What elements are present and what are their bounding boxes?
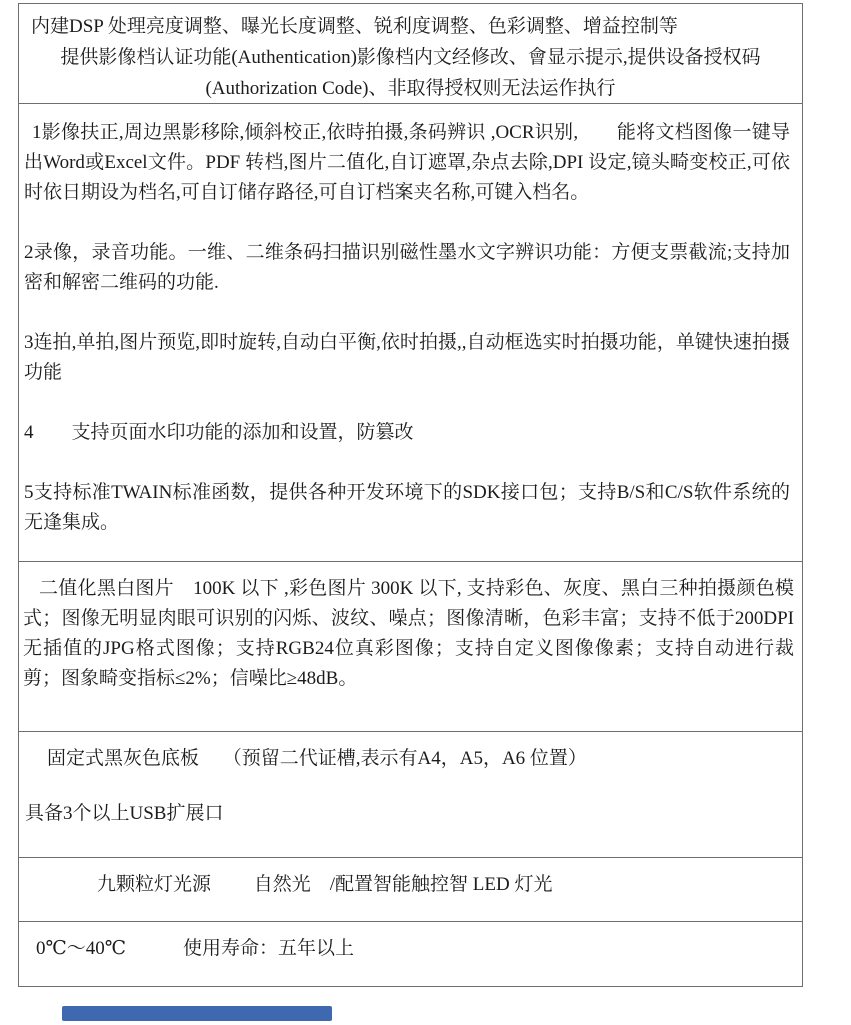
text-line: 内建DSP 处理亮度调整、曝光长度调整、锐利度调整、色彩调整、增益控制等: [31, 16, 678, 37]
row-image-quality: [19, 562, 802, 732]
text-line: 0℃～40℃ 使用寿命：五年以上: [36, 938, 355, 959]
spec-table: [18, 3, 803, 987]
row-software-features: [19, 104, 802, 562]
feature-paragraph: 5支持标准TWAIN标准函数，提供各种开发环境下的SDK接口包；支持B/S和C/S软件系统的无逢集成。: [24, 482, 790, 533]
feature-paragraph: 1影像扶正,周边黑影移除,倾斜校正,依時拍摄,条码辨识 ,OCR识别, 能将文档图像一键导出Word或Excel文件。PDF 转档,图片二值化,自订遮罩,杂点去除,DPI 设定,镜头畸变校正,可依时依日期设为档名,可自订储存路径,可自订档案夹名称,可键入档名。: [24, 122, 790, 203]
feature-paragraph: 2录像，录音功能。一维、二维条码扫描识别磁性墨水文字辨识功能：方便支票截流;支持加密和解密二维码的功能.: [24, 242, 790, 293]
text-line: 提供影像档认证功能(Authentication)影像档内文经修改、會显示提示,提供设备授权码: [60, 47, 761, 68]
row-light-source: [19, 858, 802, 922]
feature-paragraph: 4 支持页面水印功能的添加和设置，防篡改: [24, 422, 414, 443]
text-line: (Authorization Code)、非取得授权则无法运作执行: [205, 78, 616, 99]
feature-paragraph: 3连拍,单拍,图片预览,即时旋转,自动白平衡,依时拍摄,,自动框选实时拍摄功能，单键快速拍摄功能: [24, 332, 790, 383]
image-quality-text: 二值化黑白图片 100K 以下 ,彩色图片 300K 以下, 支持彩色、灰度、黑白三种拍摄颜色模式；图像无明显肉眼可识别的闪烁、波纹、噪点；图像清晰，色彩丰富；支持不低于200DPI无插值的JPG格式图像；支持RGB24位真彩图像；支持自定义图像像素；支持自动进行裁剪；图象畸变指标≤2%；信噪比≥48dB。: [23, 578, 794, 689]
row-operating-conditions: [19, 922, 802, 986]
horizontal-scrollbar-thumb[interactable]: [62, 1006, 332, 1021]
row-backboard-usb: [19, 732, 802, 858]
text-line: 具备3个以上USB扩展口: [25, 803, 224, 824]
text-line: 固定式黑灰色底板 （预留二代证槽,表示有A4，A5，A6 位置）: [47, 748, 587, 769]
text-line: 九颗粒灯光源 自然光 /配置智能触控智 LED 灯光: [97, 874, 553, 895]
row-dsp-processing: [19, 4, 802, 104]
